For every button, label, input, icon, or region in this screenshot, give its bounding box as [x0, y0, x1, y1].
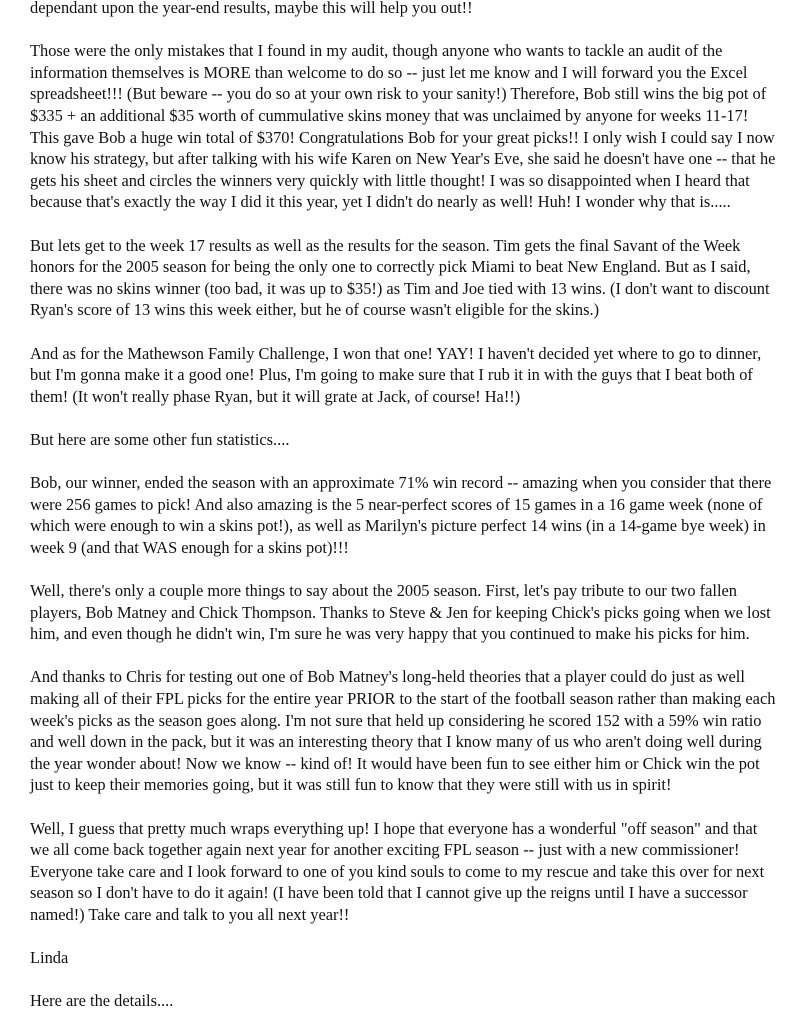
paragraph-week-17-results: But lets get to the week 17 results as well as the results for the season. Tim gets the final Savant of the Week honors for the 2005 season for being the only one to correctly pick Miami to beat New England. But as I said, there was no skins winner (too bad, it was up to $35!) as Tim and Joe tied with 13 wins. (I don't want to discount Ryan's score of 13 wins this week either, but he of course wasn't eligible for the skins.): [30, 235, 770, 320]
paragraph-continuation: dependant upon the year-end results, maybe this will help you out!!: [30, 0, 473, 17]
paragraph-family-challenge: And as for the Mathewson Family Challenge, I won that one! YAY! I haven't decided yet where to go to dinner, but I'm gonna make it a good one! Plus, I'm going to make sure that I rub it in with the guys that I beat both of them! (It won't really phase Ryan, but it will grate at Jack, of course! Ha!!): [30, 343, 762, 406]
paragraph-audit-results: Those were the only mistakes that I found in my audit, though anyone who wants to tackle an audit of the information themselves is MORE than welcome to do so -- just let me know and I will forward you the Excel spreadsheet!!! (But beware -- you do so at your own risk to your sanity!) Therefore, Bob still wins the big pot of $335 + an additional $35 worth of cummulative skins money that was unclaimed by anyone for weeks 11-17! This gave Bob a huge win total of $370! Congratulations Bob for your great picks!! I only wish I could say I now know his strategy, but after talking with his wife Karen on New Year's Eve, she said he doesn't have one -- that he gets his sheet and circles the winners very quickly with little thought! I was so disappointed when I heard that because that's exactly the way I did it this year, yet I didn't do nearly as well! Huh! I wonder why that is.....: [30, 41, 776, 212]
paragraph-closing: Well, I guess that pretty much wraps everything up! I hope that everyone has a wonderful "off season" and that we all come back together again next year for another exciting FPL season -- just with a new commissioner! Everyone take care and I look forward to one of you kind souls to come to my rescue and take this over for next season so I don't have to do it again! (I have been told that I cannot give up the reigns until I have a successor named!) Take care and talk to you all next year!!: [30, 818, 765, 924]
signature-name: Linda: [30, 948, 69, 968]
paragraph-fun-statistics-intro: But here are some other fun statistics....: [30, 429, 290, 449]
paragraph-details-intro: Here are the details....: [30, 991, 174, 1011]
letter-page: [30, 0, 778, 1034]
paragraph-chris-theory: And thanks to Chris for testing out one of Bob Matney's long-held theories that a player could do just as well making all of their FPL picks for the entire year PRIOR to the start of the football season rather than making each week's picks as the season goes along. I'm not sure that held up considering he scored 152 with a 59% win ratio and well down in the pack, but it was an interesting theory that I know many of us who aren't doing well during the year wonder about! Now we know -- kind of! It would have been fun to see either him or Chick win the pot just to keep their memories going, but it was still fun to know that they were still with us in spirit!: [30, 667, 776, 795]
paragraph-winner-stats: Bob, our winner, ended the season with an approximate 71% win record -- amazing when you consider that there were 256 games to pick! And also amazing is the 5 near-perfect scores of 15 games in a 16 game week (none of which were enough to win a skins pot!), as well as Marilyn's picture perfect 14 wins (in a 14-game bye week) in week 9 (and that WAS enough for a skins pot)!!!: [30, 473, 772, 557]
paragraph-tribute: Well, there's only a couple more things to say about the 2005 season. First, let's pay tribute to our two fallen players, Bob Matney and Chick Thompson. Thanks to Steve & Jen for keeping Chick's picks going when we lost him, and even though he didn't win, I'm sure he was very happy that you continued to make his picks for him.: [30, 581, 771, 644]
